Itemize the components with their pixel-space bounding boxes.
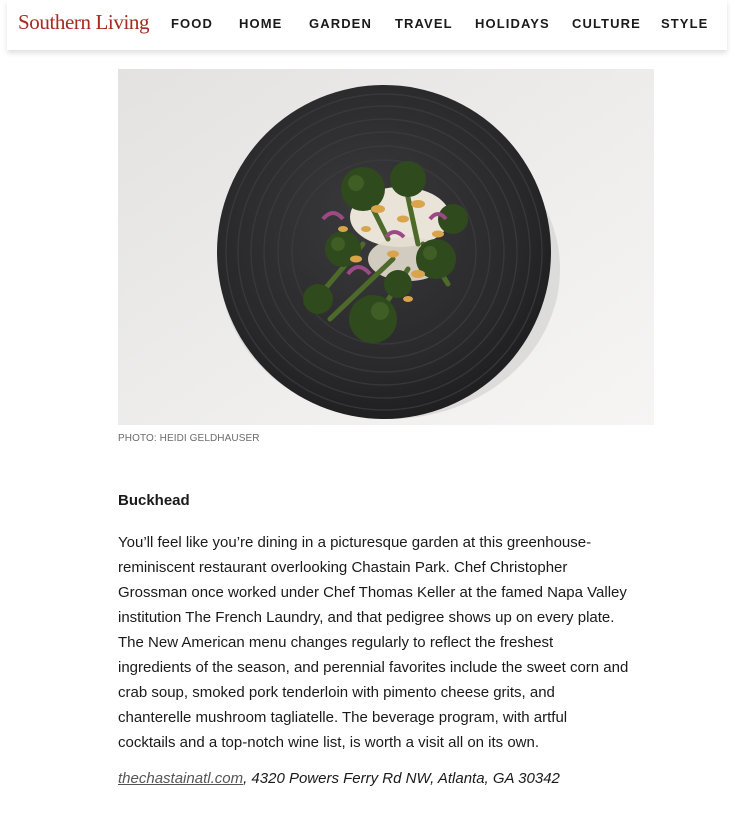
body-line: cocktails and a top-notch wine list, is worth a visit all on its own. xyxy=(118,734,540,751)
body-line: ingredients of the season, and perennial favorites include the sweet corn and xyxy=(118,659,629,676)
restaurant-address xyxy=(118,770,560,787)
body-line: You’ll feel like you’re dining in a picturesque garden at this greenhouse- xyxy=(118,534,592,551)
nav-item-food[interactable]: FOOD xyxy=(171,16,213,31)
body-line: institution The French Laundry, and that pedigree shows up on every plate. xyxy=(118,609,615,626)
site-logo[interactable]: Southern Living xyxy=(18,10,150,34)
body-line: chanterelle mushroom tagliatelle. The beverage program, with artful xyxy=(118,709,568,726)
article-body xyxy=(118,530,663,755)
body-line: reminiscent restaurant overlooking Chastain Park. Chef Christopher xyxy=(118,559,568,576)
nav-item-culture[interactable]: CULTURE xyxy=(572,16,641,31)
body-line: The New American menu changes regularly to reflect the freshest xyxy=(118,634,554,651)
nav-item-style[interactable]: STYLE xyxy=(661,16,709,31)
nav-item-home[interactable]: HOME xyxy=(239,16,283,31)
photo-credit: PHOTO: HEIDI GELDHAUSER xyxy=(118,433,260,444)
site-header xyxy=(7,0,727,50)
body-line: Grossman once worked under Chef Thomas Keller at the famed Napa Valley xyxy=(118,584,627,601)
restaurant-website-link[interactable]: thechastainatl.com xyxy=(118,770,244,787)
broccolini-plate-photo xyxy=(118,69,654,425)
nav-item-holidays[interactable]: HOLIDAYS xyxy=(475,16,550,31)
nav-item-travel[interactable]: TRAVEL xyxy=(395,16,453,31)
address-text: , 4320 Powers Ferry Rd NW, Atlanta, GA 30342 xyxy=(243,770,560,787)
main-nav xyxy=(7,16,727,34)
section-heading: Buckhead xyxy=(118,492,190,509)
body-line: crab soup, smoked pork tenderloin with pimento cheese grits, and xyxy=(118,684,555,701)
hero-image xyxy=(118,69,654,425)
nav-item-garden[interactable]: GARDEN xyxy=(309,16,372,31)
